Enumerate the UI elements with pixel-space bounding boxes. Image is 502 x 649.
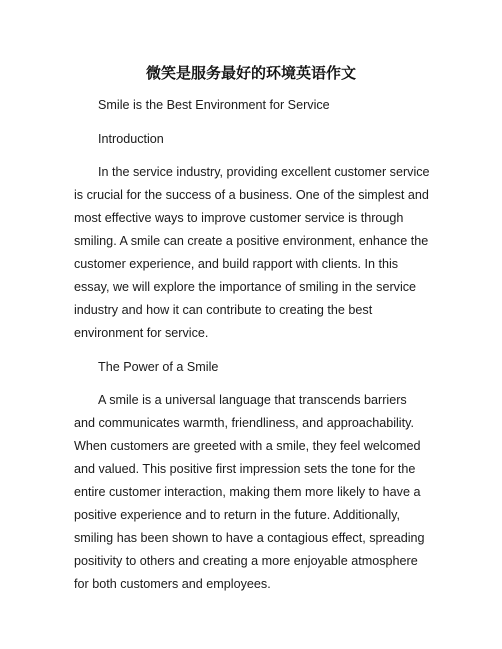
introduction-paragraph: In the service industry, providing excellent customer service is crucial for the success of a business. One of the simplest and most effective ways to improve customer service is through smiling. A smile can create a positive environment, enhance the customer experience, and build rapport with clients. In this essay, we will explore the importance of smiling in the service industry and how it can contribute to creating the best environment for service. [74,165,430,340]
power-of-smile-paragraph: A smile is a universal language that transcends barriers and communicates warmth, friendliness, and approachability. When customers are greeted with a smile, they feel welcomed and valued. This positive first impression sets the tone for the entire customer interaction, making them more likely to have a positive experience and to return in the future. Additionally, smiling has been shown to have a contagious effect, spreading positivity to others and creating a more enjoyable atmosphere for both customers and employees. [74,393,425,591]
document-title: 微笑是服务最好的环境英语作文 [145,64,356,82]
section-heading-power-of-smile: The Power of a Smile [98,359,219,374]
document-body [74,94,431,607]
essay-heading: Smile is the Best Environment for Service [98,98,330,112]
section-heading-introduction: Introduction [98,131,164,146]
